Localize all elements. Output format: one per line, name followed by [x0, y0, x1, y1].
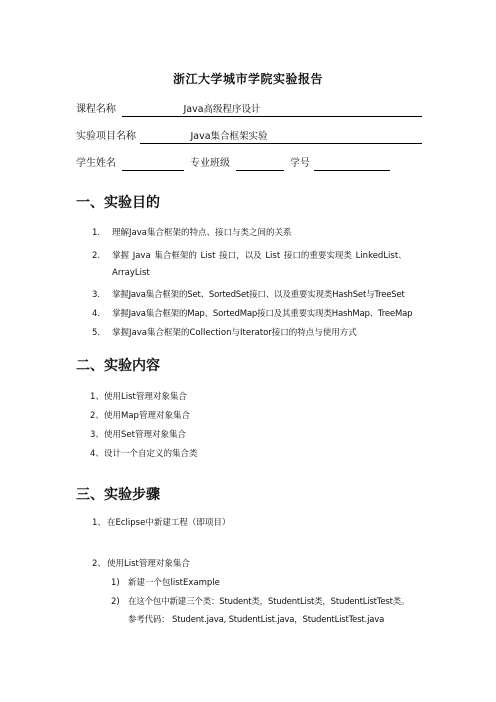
student-info-field	[76, 157, 396, 171]
project-name-field	[76, 130, 422, 144]
student-id-underline	[314, 170, 390, 171]
section-heading-steps: 三、实验步骤	[76, 487, 160, 503]
course-name-field	[76, 103, 422, 117]
student-name-underline	[122, 170, 184, 171]
section-heading-objectives: 一、实验目的	[76, 195, 160, 211]
list-item-number: 5.	[92, 328, 101, 338]
list-item: 使用List管理对象集合	[104, 392, 187, 402]
sub-item: 新建一个包listExample	[128, 578, 220, 588]
list-item-number: 1.	[92, 228, 101, 238]
list-item: 使用List管理对象集合	[107, 559, 190, 569]
student-name-label: 学生姓名	[76, 158, 116, 169]
list-item-continuation: ArrayList	[112, 268, 150, 278]
list-item-number: 2、	[92, 559, 106, 569]
list-item: 使用Set管理对象集合	[104, 430, 186, 440]
sub-item: 在这个包中新建三个类：Student类，StudentList类，StudentListTest类。	[128, 597, 410, 607]
sub-item-continuation: 参考代码： Student.java, StudentList.java，StudentListTest.java	[128, 615, 385, 625]
project-name-value: Java集合框架实验	[190, 131, 268, 142]
list-item-number: 1、	[92, 518, 106, 528]
course-name-value: Java高级程序设计	[183, 104, 261, 115]
list-item-number: 2、	[90, 411, 104, 421]
report-title: 浙江大学城市学院实验报告	[172, 72, 323, 86]
list-item-number: 4.	[92, 309, 101, 319]
list-item: 掌握 Java 集合框架的 List 接口，以及 List 接口的重要实现类 LinkedList、	[112, 251, 407, 261]
list-item: 掌握Java集合框架的Set、SortedSet接口、以及重要实现类HashSet与TreeSet	[112, 290, 405, 300]
list-item-number: 3、	[90, 430, 104, 440]
course-name-label: 课程名称	[76, 104, 116, 115]
list-item-number: 4、	[90, 449, 104, 459]
list-item: 掌握Java集合框架的Collection与Iterator接口的特点与使用方式	[112, 328, 357, 338]
major-class-label: 专业班级	[190, 158, 230, 169]
list-item: 掌握Java集合框架的Map、SortedMap接口及其重要实现类HashMap、TreeMap	[112, 309, 413, 319]
list-item: 理解Java集合框架的特点、接口与类之间的关系	[112, 228, 292, 238]
major-class-underline	[236, 170, 284, 171]
student-id-label: 学号	[290, 158, 310, 169]
list-item-number: 3.	[92, 290, 101, 300]
list-item-number: 2.	[92, 251, 101, 261]
sub-item-number: 2)	[111, 597, 120, 607]
list-item: 设计一个自定义的集合类	[104, 449, 198, 459]
project-name-label: 实验项目名称	[76, 131, 136, 142]
list-item: 在Eclipse中新建工程（即项目）	[107, 518, 231, 528]
sub-item-number: 1)	[111, 578, 120, 588]
list-item-number: 1、	[90, 392, 104, 402]
section-heading-content: 二、实验内容	[76, 358, 160, 374]
list-item: 使用Map管理对象集合	[104, 411, 190, 421]
